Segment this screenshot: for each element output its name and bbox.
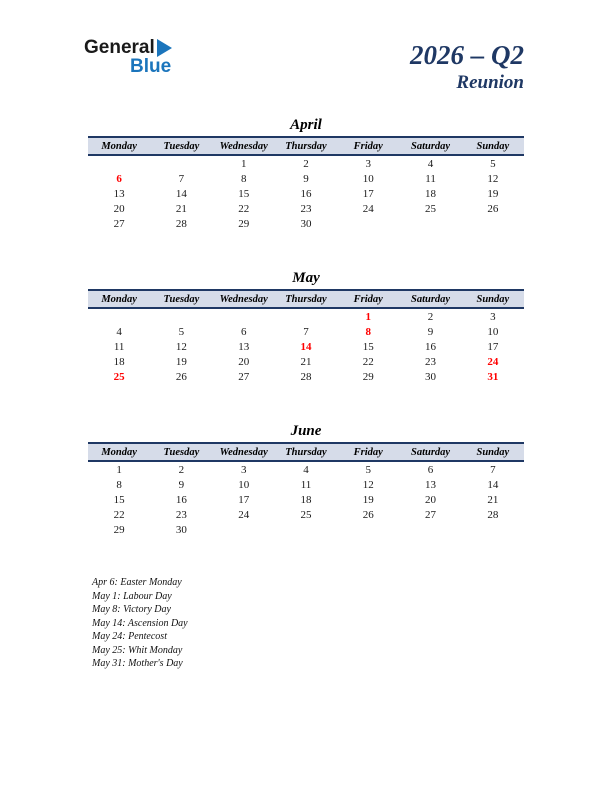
date-cell: 10: [238, 478, 250, 491]
month-title: June: [290, 423, 322, 439]
date-cell: 7: [178, 172, 185, 185]
date-cell: 30: [175, 523, 187, 536]
date-cell: 1: [240, 157, 247, 170]
date-cell: 7: [303, 325, 309, 338]
date-cell: 28: [300, 370, 312, 383]
day-header: Tuesday: [150, 290, 212, 308]
week-row: [88, 492, 524, 507]
date-cell: [462, 216, 524, 231]
date-cell: 24: [238, 508, 250, 521]
month-title: April: [290, 117, 322, 133]
date-cell: [275, 308, 337, 324]
holiday-note: May 8: Victory Day: [92, 604, 171, 615]
date-cell: [275, 522, 337, 537]
date-cell: 16: [175, 493, 187, 506]
date-cell: 25: [113, 370, 125, 383]
day-header: Friday: [337, 290, 399, 308]
day-header: Sunday: [462, 137, 524, 155]
date-cell: 5: [365, 463, 372, 476]
date-cell: 8: [240, 172, 247, 185]
date-cell: 30: [300, 217, 312, 230]
month-title: May: [292, 270, 320, 286]
day-header-row: [88, 137, 524, 155]
date-cell: 29: [113, 523, 125, 536]
date-cell: 6: [240, 325, 247, 338]
date-cell: 13: [425, 478, 437, 491]
date-cell: 22: [362, 355, 374, 368]
date-cell: 16: [425, 340, 437, 353]
day-header: Monday: [88, 290, 150, 308]
date-cell: 4: [427, 157, 434, 170]
day-header: Thursday: [275, 137, 337, 155]
calendar-table: [88, 136, 524, 231]
day-header: Wednesday: [213, 443, 275, 461]
date-cell: 20: [238, 355, 250, 368]
date-cell: [150, 308, 212, 324]
date-cell: [462, 522, 524, 537]
week-row: [88, 155, 524, 171]
date-cell: 30: [425, 370, 437, 383]
day-header: Thursday: [275, 443, 337, 461]
date-cell: 2: [178, 463, 185, 476]
calendar-table: [88, 442, 524, 537]
week-row: [88, 461, 524, 477]
date-cell: 12: [487, 172, 499, 185]
week-row: [88, 354, 524, 369]
date-cell: 18: [425, 187, 437, 200]
date-cell: 20: [113, 202, 125, 215]
date-cell: 3: [365, 157, 372, 170]
holiday-note: May 1: Labour Day: [92, 590, 172, 602]
date-cell: 19: [487, 187, 499, 200]
day-header: Friday: [337, 137, 399, 155]
date-cell: 13: [238, 340, 250, 353]
day-header: Wednesday: [213, 137, 275, 155]
date-cell: [150, 155, 212, 171]
date-cell: 27: [238, 370, 250, 383]
week-row: [88, 216, 524, 231]
date-cell: 27: [113, 217, 125, 230]
date-cell: 20: [425, 493, 437, 506]
date-cell: 22: [113, 508, 125, 521]
date-cell: 21: [487, 493, 499, 506]
day-header-row: [88, 443, 524, 461]
date-cell: 6: [427, 463, 434, 476]
date-cell: 8: [365, 325, 372, 338]
date-cell: 9: [178, 478, 185, 491]
date-cell: 19: [175, 355, 187, 368]
date-cell: [88, 308, 150, 324]
date-cell: 22: [238, 202, 250, 215]
date-cell: 6: [116, 172, 122, 185]
date-cell: 2: [303, 157, 309, 170]
date-cell: 14: [300, 340, 312, 353]
date-cell: 26: [175, 370, 187, 383]
date-cell: [337, 216, 399, 231]
date-cell: 17: [362, 187, 374, 200]
date-cell: 5: [178, 325, 185, 338]
date-cell: 29: [362, 370, 374, 383]
week-row: [88, 324, 524, 339]
date-cell: 11: [113, 340, 125, 353]
page-title-block: [410, 40, 524, 96]
week-row: [88, 308, 524, 324]
date-cell: 1: [116, 463, 122, 476]
date-cell: [88, 155, 150, 171]
date-cell: 23: [300, 202, 312, 215]
holiday-note: May 24: Pentecost: [92, 631, 167, 642]
date-cell: 10: [362, 172, 374, 185]
logo-text-general: [84, 38, 172, 57]
week-row: [88, 339, 524, 354]
day-header: Sunday: [462, 290, 524, 308]
date-cell: 26: [487, 202, 499, 215]
date-cell: 25: [300, 508, 312, 521]
date-cell: 17: [238, 493, 250, 506]
general-blue-logo: [84, 38, 172, 76]
day-header: Sunday: [462, 443, 524, 461]
date-cell: 17: [487, 340, 499, 353]
date-cell: 15: [113, 493, 125, 506]
week-row: [88, 186, 524, 201]
week-row: [88, 507, 524, 522]
date-cell: 28: [487, 508, 499, 521]
date-cell: 31: [487, 370, 499, 383]
logo-triangle-icon: [157, 39, 172, 57]
date-cell: 11: [300, 478, 312, 491]
date-cell: [213, 308, 275, 324]
date-cell: 7: [490, 463, 496, 476]
date-cell: 23: [175, 508, 187, 521]
holiday-note: Apr 6: Easter Monday: [92, 577, 182, 588]
day-header: Tuesday: [150, 137, 212, 155]
date-cell: 21: [175, 202, 187, 215]
date-cell: 3: [490, 310, 496, 323]
date-cell: 21: [300, 355, 312, 368]
date-cell: 12: [362, 478, 374, 491]
date-cell: 14: [487, 478, 499, 491]
date-cell: 28: [175, 217, 187, 230]
date-cell: 4: [116, 325, 122, 338]
date-cell: 3: [240, 463, 247, 476]
day-header: Saturday: [399, 137, 461, 155]
logo-blue-label: Blue: [130, 56, 172, 77]
week-row: [88, 477, 524, 492]
date-cell: 18: [300, 493, 312, 506]
holiday-note: May 25: Whit Monday: [92, 644, 183, 656]
calendar-months: [88, 114, 524, 573]
date-cell: 26: [362, 508, 374, 521]
day-header: Saturday: [399, 290, 461, 308]
date-cell: 8: [116, 478, 122, 491]
date-cell: [337, 522, 399, 537]
date-cell: 18: [113, 355, 125, 368]
date-cell: 2: [427, 310, 434, 323]
week-row: [88, 522, 524, 537]
week-row: [88, 201, 524, 216]
date-cell: 24: [487, 355, 499, 368]
date-cell: 23: [425, 355, 437, 368]
date-cell: 1: [365, 310, 372, 323]
date-cell: [213, 522, 275, 537]
date-cell: 25: [425, 202, 437, 215]
calendar-table: [88, 289, 524, 384]
month-april: [88, 114, 524, 231]
holiday-note: May 14: Ascension Day: [92, 617, 188, 629]
date-cell: 19: [362, 493, 374, 506]
date-cell: 11: [425, 172, 436, 185]
date-cell: 13: [113, 187, 125, 200]
date-cell: 4: [303, 463, 309, 476]
date-cell: 12: [175, 340, 187, 353]
quarter-title: 2026 – Q2: [410, 40, 524, 70]
date-cell: 10: [487, 325, 499, 338]
date-cell: 15: [362, 340, 374, 353]
date-cell: [399, 216, 461, 231]
holiday-note: May 31: Mother's Day: [92, 658, 183, 669]
week-row: [88, 171, 524, 186]
date-cell: [399, 522, 461, 537]
holiday-notes-list: [92, 576, 188, 671]
day-header: Wednesday: [213, 290, 275, 308]
day-header: Friday: [337, 443, 399, 461]
date-cell: 16: [300, 187, 312, 200]
date-cell: 15: [238, 187, 250, 200]
month-june: [88, 420, 524, 537]
day-header: Thursday: [275, 290, 337, 308]
date-cell: 27: [425, 508, 437, 521]
day-header: Saturday: [399, 443, 461, 461]
date-cell: 24: [362, 202, 374, 215]
day-header: Monday: [88, 137, 150, 155]
logo-general-label: General: [84, 37, 155, 58]
month-may: [88, 267, 524, 384]
date-cell: 29: [238, 217, 250, 230]
day-header-row: [88, 290, 524, 308]
date-cell: 5: [490, 157, 496, 170]
date-cell: 14: [175, 187, 187, 200]
day-header: Monday: [88, 443, 150, 461]
day-header: Tuesday: [150, 443, 212, 461]
date-cell: 9: [427, 325, 434, 338]
location-subtitle: Reunion: [456, 72, 524, 93]
week-row: [88, 369, 524, 384]
date-cell: 9: [303, 172, 309, 185]
